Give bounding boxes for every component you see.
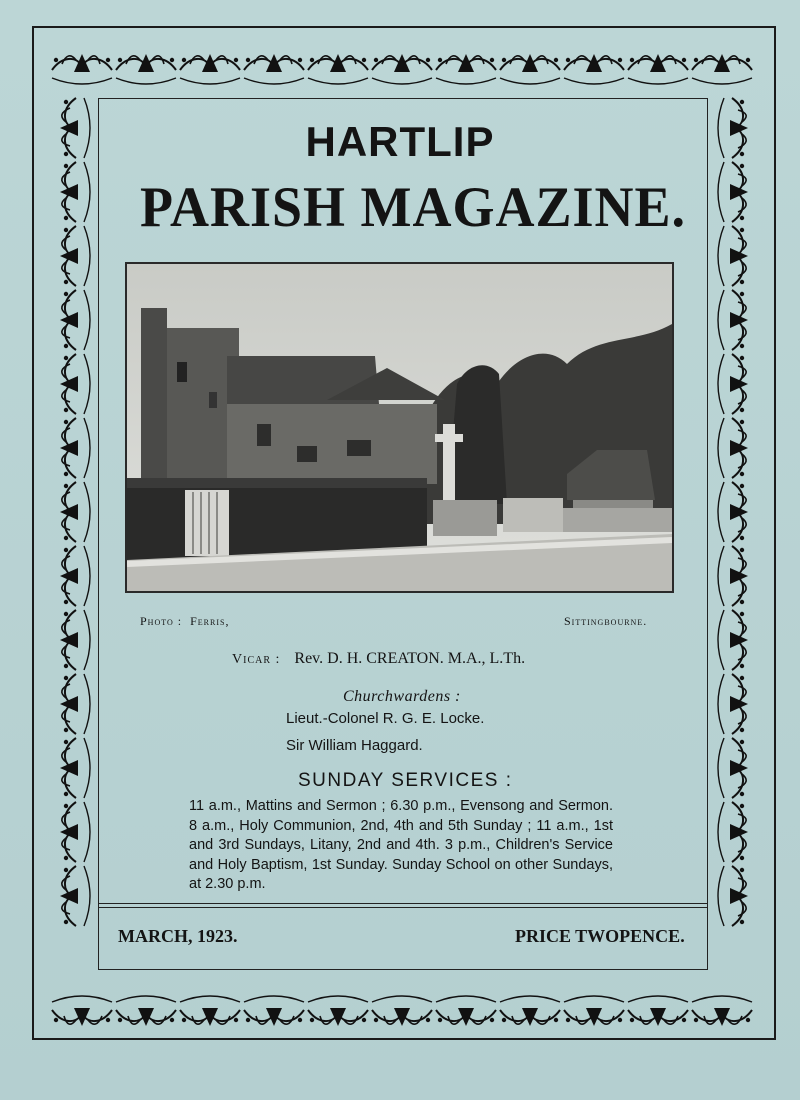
church-photograph — [125, 262, 674, 593]
services-text: 11 a.m., Mattins and Sermon ; 6.30 p.m., Evensong and Sermon. 8 a.m., Holy Communion, 2nd, 4th and 5th Sunday ; 11 a.m., 1st and 3rd Sundays, Litany, 2nd and 4th. 3 p.m., Children's Service and Holy Baptism, 1st Sunday. Sunday School on other Sundays, at 2.30 p.m. — [189, 798, 613, 892]
churchwarden-2: Sir William Haggard. — [286, 737, 423, 754]
vicar-name: Rev. D. H. CREATON. M.A., L.Th. — [294, 650, 526, 667]
photo-credit — [140, 614, 229, 629]
services-heading: SUNDAY SERVICES : — [298, 770, 513, 791]
churchwardens-label: Churchwardens : — [343, 688, 461, 705]
photo-credit-place: Sittingbourne. — [564, 614, 648, 628]
vicar-line — [232, 650, 525, 668]
issue-date: MARCH, 1923. — [118, 926, 238, 946]
photo-credit-name: Ferris, — [190, 614, 230, 628]
vicar-label: Vicar : — [232, 652, 281, 667]
photo-credit-label: Photo : — [140, 614, 183, 628]
churchwarden-1: Lieut.-Colonel R. G. E. Locke. — [286, 710, 485, 727]
footer-rule — [99, 903, 707, 908]
price: PRICE TWOPENCE. — [515, 926, 685, 946]
parish-name: HARTLIP — [305, 118, 495, 165]
church-photo-image — [127, 264, 672, 591]
magazine-title: PARISH MAGAZINE. — [139, 175, 687, 239]
